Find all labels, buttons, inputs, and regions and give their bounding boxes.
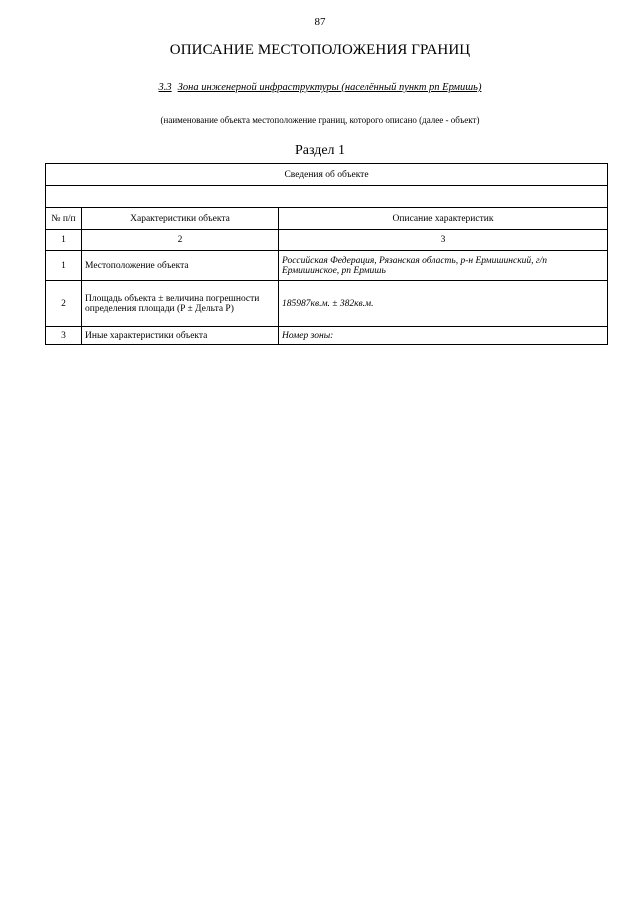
row-characteristic: Местоположение объекта (82, 251, 279, 281)
row-characteristic: Площадь объекта ± величина погрешности определения площади (P ± Дельта P) (82, 281, 279, 327)
page-number: 87 (314, 16, 326, 28)
header-number: № п/п (46, 208, 82, 230)
numbering-cell: 3 (279, 230, 608, 251)
object-name-line (0, 82, 640, 93)
section-title: Раздел 1 (294, 143, 346, 158)
item-number: 3.3 (158, 82, 172, 93)
header-description: Описание характеристик (279, 208, 608, 230)
numbering-cell: 1 (46, 230, 82, 251)
header-characteristics: Характеристики объекта (82, 208, 279, 230)
document-title: ОПИСАНИЕ МЕСТОПОЛОЖЕНИЯ ГРАНИЦ (169, 42, 471, 58)
row-number: 1 (46, 251, 82, 281)
object-name-note: (наименование объекта местоположение границ, которого описано (далее - объект) (160, 115, 480, 125)
row-description: 185987кв.м. ± 382кв.м. (279, 281, 608, 327)
table-header-row (46, 208, 608, 230)
table-numbering-row (46, 230, 608, 251)
table-row (46, 281, 608, 327)
row-number: 3 (46, 327, 82, 345)
object-info-table (45, 163, 608, 345)
table-row (46, 327, 608, 345)
table-empty-row (46, 186, 608, 208)
row-number: 2 (46, 281, 82, 327)
table-row (46, 251, 608, 281)
empty-cell (46, 186, 608, 208)
numbering-cell: 2 (82, 230, 279, 251)
row-characteristic: Иные характеристики объекта (82, 327, 279, 345)
object-name: Зона инженерной инфраструктуры (населённый пункт рп Ермишь) (177, 82, 482, 93)
row-description: Российская Федерация, Рязанская область, р-н Ермишинский, г/п Ермишинское, рп Ермишь (279, 251, 608, 281)
table-caption: Сведения об объекте (46, 164, 608, 186)
table-caption-row (46, 164, 608, 186)
row-description: Номер зоны: (279, 327, 608, 345)
